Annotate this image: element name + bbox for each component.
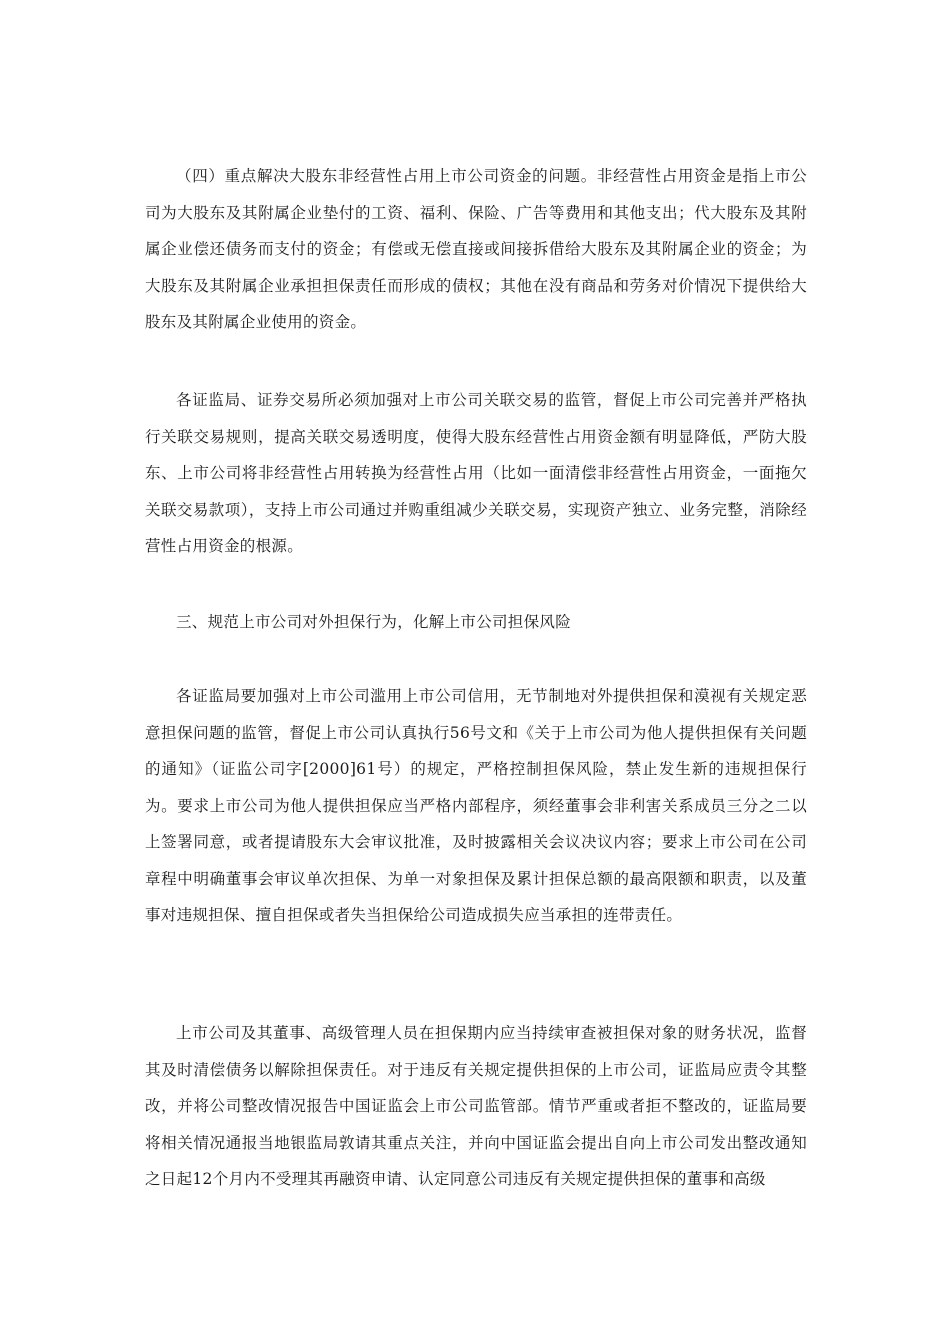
paragraph-guarantee-review: 上市公司及其董事、高级管理人员在担保期内应当持续审查被担保对象的财务状况，监督其及时清偿债务以解除担保责任。对于违反有关规定提供担保的上市公司，证监局应责令其整改，并将公司整改情况报告中国证监会上市公司监管部。情节严重或者拒不整改的，证监局要将相关情况通报当地银监局敦请其重点关注，并向中国证监会提出自向上市公司发出整改通知之日起12个月内不受理其再融资申请、认定同意公司违反有关规定提供担保的董事和高级 xyxy=(145,1024,807,1188)
paragraph-major-shareholder-funds: （四）重点解决大股东非经营性占用上市公司资金的问题。非经营性占用资金是指上市公司为大股东及其附属企业垫付的工资、福利、保险、广告等费用和其他支出；代大股东及其附属企业偿还债务而支付的资金；有偿或无偿直接或间接拆借给大股东及其附属企业的资金；为大股东及其附属企业承担担保责任而形成的债权；其他在没有商品和劳务对价情况下提供给大股东及其附属企业使用的资金。 xyxy=(145,167,807,331)
paragraph-guarantee-supervision: 各证监局要加强对上市公司滥用上市公司信用，无节制地对外提供担保和漠视有关规定恶意担保问题的监管，督促上市公司认真执行56号文和《关于上市公司为他人提供担保有关问题的通知》（证监公司字[2000]61号）的规定，严格控制担保风险，禁止发生新的违规担保行为。要求上市公司为他人提供担保应当严格内部程序，须经董事会非利害关系成员三分之二以上签署同意，或者提请股东大会审议批准，及时披露相关会议决议内容；要求上市公司在公司章程中明确董事会审议单次担保、为单一对象担保及累计担保总额的最高限额和职责，以及董事对违规担保、擅自担保或者失当担保给公司造成损失应当承担的连带责任。 xyxy=(145,687,807,924)
paragraph-related-party-transactions: 各证监局、证券交易所必须加强对上市公司关联交易的监管，督促上市公司完善并严格执行关联交易规则，提高关联交易透明度，使得大股东经营性占用资金额有明显降低，严防大股东、上市公司将非经营性占用转换为经营性占用（比如一面清偿非经营性占用资金，一面拖欠关联交易款项），支持上市公司通过并购重组减少关联交易，实现资产独立、业务完整，消除经营性占用资金的根源。 xyxy=(145,391,807,555)
section-heading-guarantees: 三、规范上市公司对外担保行为，化解上市公司担保风险 xyxy=(176,613,572,631)
